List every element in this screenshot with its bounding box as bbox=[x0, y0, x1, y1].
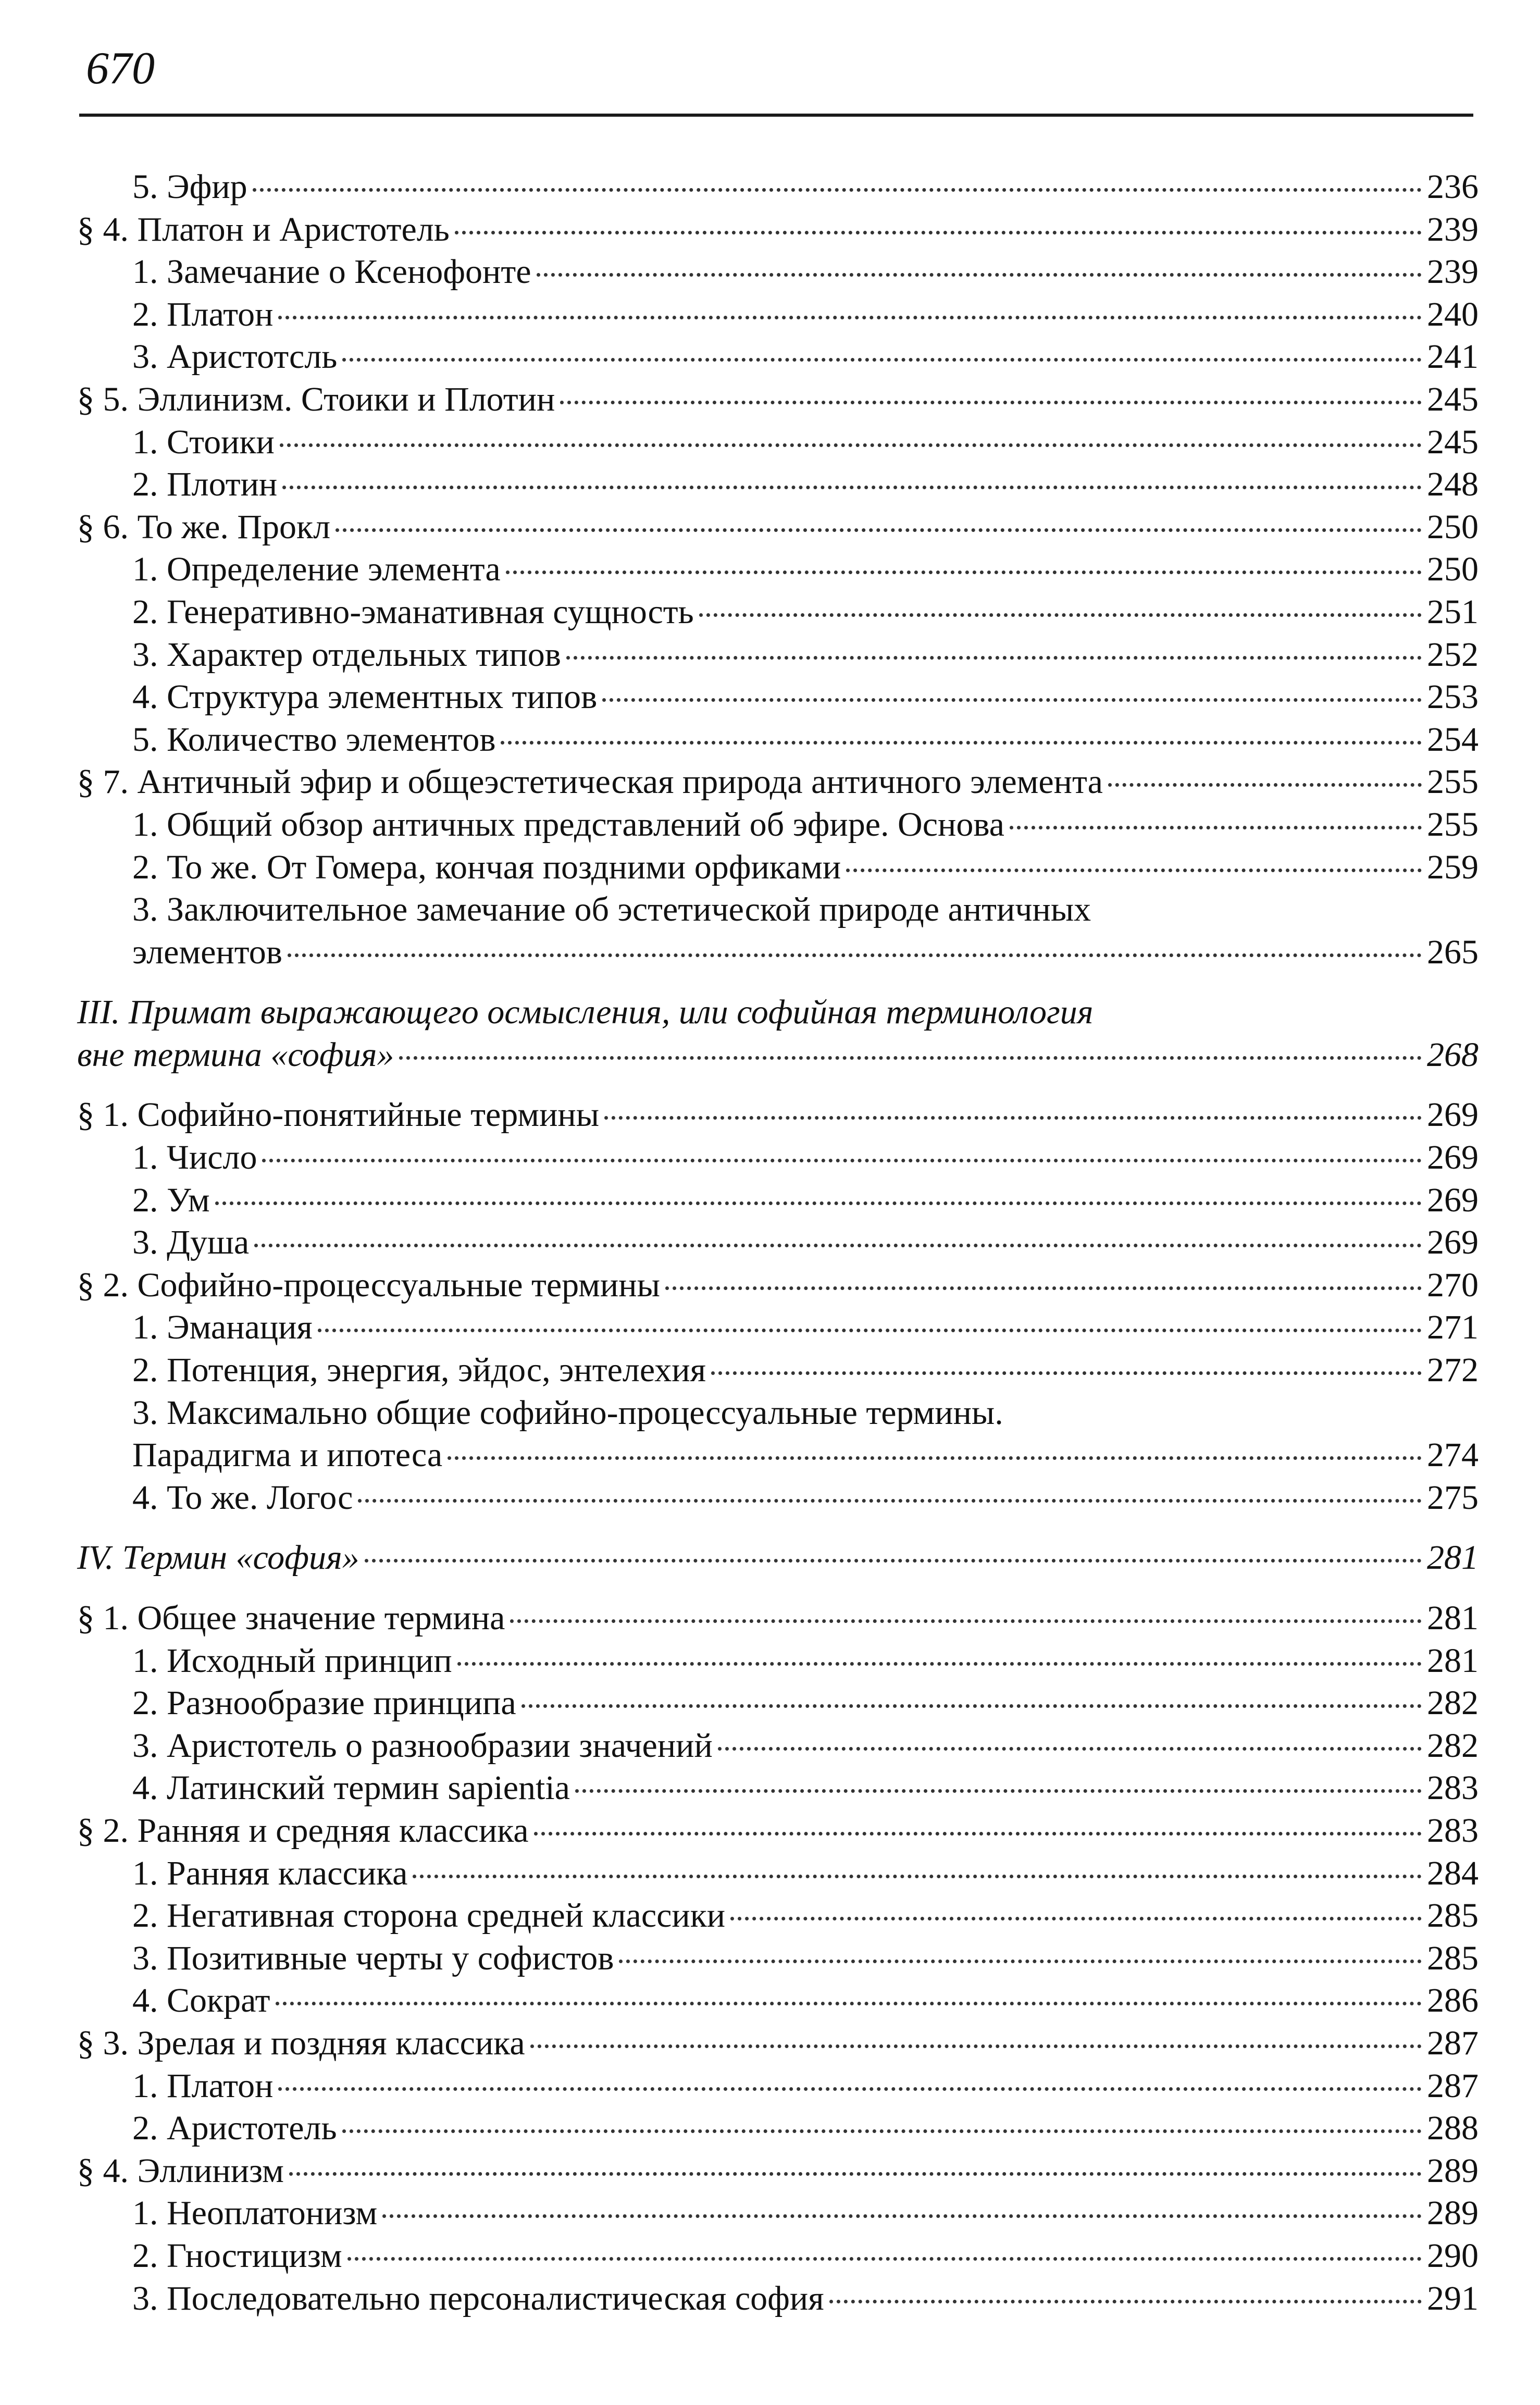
toc-entry-page: 252 bbox=[1427, 635, 1479, 674]
toc-entry-page: 286 bbox=[1427, 1981, 1479, 2020]
toc-entry-page: 289 bbox=[1427, 2194, 1479, 2233]
toc-subentry bbox=[77, 1894, 1479, 1937]
toc-paragraph-entry bbox=[77, 506, 1479, 549]
toc-subentry bbox=[77, 718, 1479, 761]
toc-entry-title: 3. Заключительное замечание об эстетической природе античных bbox=[132, 890, 1091, 929]
toc-entry-page: 253 bbox=[1427, 678, 1479, 716]
toc-subentry bbox=[77, 1392, 1479, 1434]
dot-leader bbox=[566, 656, 1422, 660]
toc-entry-page: 283 bbox=[1427, 1811, 1479, 1850]
toc-entry-title: вне термина «софия» bbox=[77, 1035, 394, 1074]
toc-entry-title: 3. Характер отдельных типов bbox=[132, 635, 561, 674]
toc-entry-title: § 5. Эллинизм. Стоики и Плотин bbox=[77, 380, 555, 418]
toc-subentry bbox=[77, 2107, 1479, 2150]
toc-entry-title: 2. Генеративно-эманативная сущность bbox=[132, 592, 694, 631]
toc-entry-title: 4. Структура элементных типов bbox=[132, 678, 598, 716]
toc-entry-title: IV. Термин «софия» bbox=[77, 1539, 359, 1577]
toc-entry-title: § 1. Общее значение термина bbox=[77, 1599, 505, 1637]
dot-leader bbox=[846, 869, 1422, 872]
dot-leader bbox=[575, 1789, 1422, 1793]
toc-entry-page: 269 bbox=[1427, 1223, 1479, 1262]
toc-subentry bbox=[77, 2277, 1479, 2320]
dot-leader bbox=[365, 1559, 1422, 1563]
toc-entry-title: 1. Замечание о Ксенофонте bbox=[132, 253, 531, 291]
toc-entry-title: § 6. То же. Прокл bbox=[77, 507, 331, 546]
toc-entry-page: 291 bbox=[1427, 2279, 1479, 2317]
toc-entry-title: § 3. Зрелая и поздняя классика bbox=[77, 2024, 525, 2062]
toc-entry-title: 3. Максимально общие софийно-процессуальные термины. bbox=[132, 1393, 1003, 1432]
dot-leader bbox=[455, 231, 1422, 234]
toc-subentry bbox=[77, 1136, 1479, 1179]
toc-subentry bbox=[77, 1979, 1479, 2022]
toc-entry-page: 287 bbox=[1427, 2024, 1479, 2062]
toc-subentry bbox=[77, 846, 1479, 889]
dot-leader bbox=[254, 1244, 1422, 1247]
toc-subentry bbox=[77, 1349, 1479, 1392]
toc-entry-page: 250 bbox=[1427, 550, 1479, 589]
toc-entry-title: 4. То же. Логос bbox=[132, 1478, 353, 1517]
dot-leader bbox=[829, 2300, 1422, 2303]
toc-entry-title: 4. Латинский термин sapientia bbox=[132, 1769, 570, 1807]
toc-entry-title: 5. Эфир bbox=[132, 168, 247, 206]
dot-leader bbox=[537, 273, 1422, 277]
toc-entry-page: 274 bbox=[1427, 1436, 1479, 1474]
toc-entry-title: § 7. Античный эфир и общеэстетическая природа античного элемента bbox=[77, 763, 1103, 801]
toc-entry-title: 2. Разнообразие принципа bbox=[132, 1684, 516, 1722]
dot-leader bbox=[730, 1917, 1422, 1920]
dot-leader bbox=[215, 1201, 1422, 1205]
toc-entry-title: 2. Плотин bbox=[132, 465, 278, 504]
toc-entry-title: элементов bbox=[132, 933, 282, 971]
toc-entry-page: 250 bbox=[1427, 507, 1479, 546]
toc-entry-page: 287 bbox=[1427, 2066, 1479, 2105]
dot-leader bbox=[619, 1960, 1422, 1963]
toc-entry-page: 285 bbox=[1427, 1896, 1479, 1935]
toc-entry-title: Парадигма и ипотеса bbox=[132, 1436, 443, 1474]
toc-subentry bbox=[77, 1306, 1479, 1349]
toc-entry-page: 269 bbox=[1427, 1096, 1479, 1134]
toc-entry-title: 3. Душа bbox=[132, 1223, 250, 1262]
dot-leader bbox=[278, 316, 1422, 319]
toc-paragraph-entry bbox=[77, 761, 1479, 803]
toc-paragraph-entry bbox=[77, 208, 1479, 251]
toc-subentry bbox=[77, 634, 1479, 676]
toc-entry-title: 1. Ранняя классика bbox=[132, 1854, 408, 1892]
toc-entry-title: 1. Стоики bbox=[132, 423, 275, 461]
toc-entry-page: 275 bbox=[1427, 1478, 1479, 1517]
toc-section-heading bbox=[77, 1536, 1479, 1579]
toc-entry-page: 281 bbox=[1427, 1539, 1479, 1577]
toc-entry-page: 241 bbox=[1427, 338, 1479, 376]
toc-subentry bbox=[77, 293, 1479, 336]
dot-leader bbox=[276, 2002, 1422, 2005]
toc-entry-title: 2. Гностицизм bbox=[132, 2236, 342, 2275]
toc-subentry bbox=[77, 1725, 1479, 1767]
toc-entry-page: 269 bbox=[1427, 1181, 1479, 1219]
toc-entry-title: 1. Определение элемента bbox=[132, 550, 501, 589]
toc-paragraph-entry bbox=[77, 1597, 1479, 1640]
toc-subentry bbox=[77, 676, 1479, 718]
toc-entry-title: 2. Потенция, энергия, эйдос, энтелехия bbox=[132, 1351, 706, 1390]
toc-subentry bbox=[77, 2235, 1479, 2277]
toc-subentry bbox=[77, 1640, 1479, 1682]
toc-entry-title: 1. Платон bbox=[132, 2066, 274, 2105]
dot-leader bbox=[342, 2129, 1422, 2133]
toc-entry-title: 1. Исходный принцип bbox=[132, 1641, 452, 1680]
dot-leader bbox=[318, 1329, 1422, 1332]
toc-entry-page: 284 bbox=[1427, 1854, 1479, 1892]
toc-subentry bbox=[77, 1767, 1479, 1809]
toc-entry-page: 290 bbox=[1427, 2236, 1479, 2275]
toc-subentry bbox=[77, 1477, 1479, 1519]
dot-leader bbox=[282, 486, 1422, 489]
dot-leader bbox=[602, 698, 1422, 702]
toc-entry-title: 2. Ум bbox=[132, 1181, 210, 1219]
dot-leader bbox=[253, 188, 1422, 192]
toc-entry-title: 3. Позитивные черты у софистов bbox=[132, 1939, 614, 1977]
toc-entry-title: 3. Последовательно персоналистическая софия bbox=[132, 2279, 824, 2317]
toc-section-heading bbox=[77, 1034, 1479, 1076]
toc-entry-page: 239 bbox=[1427, 210, 1479, 249]
toc-entry-title: 3. Аристотсль bbox=[132, 338, 338, 376]
toc-entry-page: 281 bbox=[1427, 1599, 1479, 1637]
toc-paragraph-entry bbox=[77, 2150, 1479, 2192]
dot-leader bbox=[718, 1747, 1422, 1751]
toc-entry-title: § 4. Платон и Аристотель bbox=[77, 210, 450, 249]
toc-entry-page: 268 bbox=[1427, 1035, 1479, 1074]
toc-subentry bbox=[77, 2065, 1479, 2108]
toc-subentry bbox=[77, 463, 1479, 506]
dot-leader bbox=[280, 443, 1422, 447]
toc-subentry bbox=[77, 591, 1479, 634]
table-of-contents bbox=[77, 166, 1479, 2320]
toc-entry-title: 1. Число bbox=[132, 1138, 257, 1177]
toc-subentry bbox=[77, 1179, 1479, 1222]
toc-entry-title: § 2. Ранняя и средняя классика bbox=[77, 1811, 529, 1850]
dot-leader bbox=[534, 1832, 1422, 1836]
toc-entry-page: 270 bbox=[1427, 1266, 1479, 1304]
dot-leader bbox=[501, 741, 1422, 745]
toc-entry-page: 269 bbox=[1427, 1138, 1479, 1177]
toc-entry-title: 1. Общий обзор античных представлений об эфире. Основа bbox=[132, 805, 1004, 844]
toc-entry-page: 281 bbox=[1427, 1641, 1479, 1680]
toc-subentry bbox=[77, 1852, 1479, 1895]
header-rule bbox=[79, 114, 1473, 117]
toc-subentry bbox=[77, 166, 1479, 208]
toc-subentry bbox=[77, 1682, 1479, 1725]
toc-entry-title: 1. Эманация bbox=[132, 1308, 313, 1347]
dot-leader bbox=[530, 2044, 1422, 2048]
toc-subentry bbox=[77, 548, 1479, 591]
toc-entry-title: 2. Негативная сторона средней классики bbox=[132, 1896, 726, 1935]
toc-entry-page: 282 bbox=[1427, 1726, 1479, 1765]
toc-entry-page: 272 bbox=[1427, 1351, 1479, 1390]
dot-leader bbox=[665, 1286, 1422, 1290]
dot-leader bbox=[289, 2172, 1422, 2176]
toc-subentry bbox=[77, 421, 1479, 464]
dot-leader bbox=[699, 613, 1422, 617]
toc-entry-page: 251 bbox=[1427, 592, 1479, 631]
page-number: 670 bbox=[86, 43, 155, 94]
dot-leader bbox=[347, 2257, 1422, 2261]
toc-subentry bbox=[77, 1434, 1479, 1477]
toc-entry-page: 255 bbox=[1427, 763, 1479, 801]
toc-subentry bbox=[77, 2192, 1479, 2235]
toc-paragraph-entry bbox=[77, 378, 1479, 421]
dot-leader bbox=[1010, 826, 1422, 829]
toc-paragraph-entry bbox=[77, 1094, 1479, 1136]
toc-subentry bbox=[77, 931, 1479, 974]
toc-entry-page: 288 bbox=[1427, 2109, 1479, 2148]
toc-entry-title: 3. Аристотель о разнообразии значений bbox=[132, 1726, 713, 1765]
toc-entry-title: 2. То же. От Гомера, кончая поздними орфиками bbox=[132, 848, 841, 886]
toc-entry-page: 254 bbox=[1427, 720, 1479, 759]
toc-entry-page: 236 bbox=[1427, 168, 1479, 206]
toc-entry-page: 245 bbox=[1427, 380, 1479, 418]
toc-entry-page: 245 bbox=[1427, 423, 1479, 461]
toc-entry-title: 1. Неоплатонизм bbox=[132, 2194, 378, 2233]
toc-entry-title: 2. Платон bbox=[132, 295, 274, 333]
dot-leader bbox=[399, 1056, 1422, 1060]
toc-entry-page: 255 bbox=[1427, 805, 1479, 844]
dot-leader bbox=[604, 1116, 1422, 1120]
toc-entry-title: § 1. Софийно-понятийные термины bbox=[77, 1096, 600, 1134]
dot-leader bbox=[288, 953, 1422, 957]
toc-entry-page: 282 bbox=[1427, 1684, 1479, 1722]
toc-section-heading bbox=[77, 991, 1479, 1034]
toc-entry-page: 265 bbox=[1427, 933, 1479, 971]
toc-paragraph-entry bbox=[77, 1264, 1479, 1307]
toc-entry-page: 239 bbox=[1427, 253, 1479, 291]
dot-leader bbox=[560, 401, 1422, 404]
dot-leader bbox=[457, 1662, 1422, 1666]
dot-leader bbox=[1108, 783, 1422, 787]
toc-entry-page: 248 bbox=[1427, 465, 1479, 504]
toc-entry-title: 5. Количество элементов bbox=[132, 720, 496, 759]
dot-leader bbox=[358, 1499, 1422, 1503]
dot-leader bbox=[448, 1456, 1422, 1460]
dot-leader bbox=[262, 1159, 1422, 1162]
toc-subentry bbox=[77, 336, 1479, 378]
toc-subentry bbox=[77, 251, 1479, 293]
toc-paragraph-entry bbox=[77, 2022, 1479, 2065]
toc-entry-page: 271 bbox=[1427, 1308, 1479, 1347]
dot-leader bbox=[510, 1619, 1422, 1623]
toc-subentry bbox=[77, 1937, 1479, 1980]
toc-entry-title: § 2. Софийно-процессуальные термины bbox=[77, 1266, 660, 1304]
toc-paragraph-entry bbox=[77, 1809, 1479, 1852]
toc-entry-title: 2. Аристотель bbox=[132, 2109, 337, 2148]
dot-leader bbox=[342, 358, 1422, 362]
toc-entry-page: 240 bbox=[1427, 295, 1479, 333]
toc-subentry bbox=[77, 1221, 1479, 1264]
toc-entry-page: 285 bbox=[1427, 1939, 1479, 1977]
dot-leader bbox=[413, 1875, 1422, 1878]
dot-leader bbox=[506, 571, 1422, 574]
dot-leader bbox=[336, 528, 1422, 532]
dot-leader bbox=[521, 1704, 1422, 1708]
toc-subentry bbox=[77, 803, 1479, 846]
toc-entry-title: III. Примат выражающего осмысления, или софийная терминология bbox=[77, 993, 1094, 1032]
dot-leader bbox=[711, 1371, 1422, 1375]
toc-entry-page: 283 bbox=[1427, 1769, 1479, 1807]
dot-leader bbox=[278, 2087, 1422, 2091]
toc-entry-page: 259 bbox=[1427, 848, 1479, 886]
dot-leader bbox=[382, 2214, 1422, 2218]
toc-entry-title: § 4. Эллинизм bbox=[77, 2151, 284, 2190]
toc-entry-title: 4. Сократ bbox=[132, 1981, 270, 2020]
toc-entry-page: 289 bbox=[1427, 2151, 1479, 2190]
toc-subentry bbox=[77, 888, 1479, 931]
